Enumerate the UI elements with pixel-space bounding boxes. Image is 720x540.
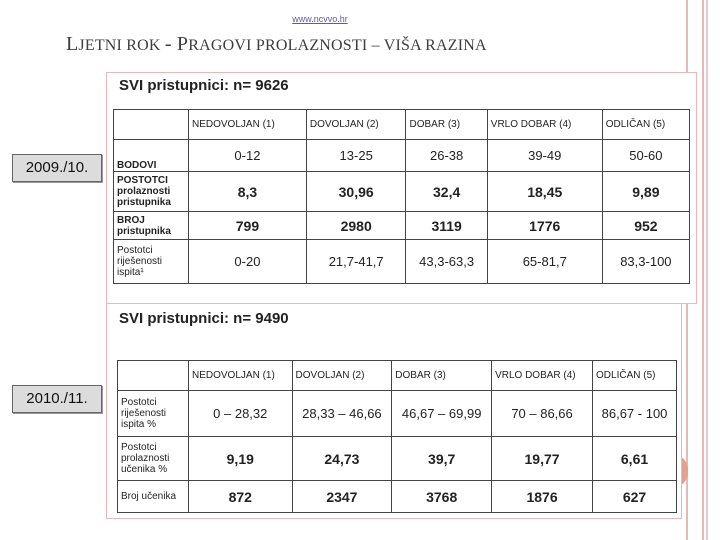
column-header: DOBAR (3) — [392, 361, 492, 391]
source-link[interactable]: www.ncvvo.hr — [292, 14, 348, 24]
table-cell: 86,67 - 100 — [593, 391, 677, 437]
row-label: POSTOTCI prolaznosti pristupnika — [114, 172, 189, 212]
table-cell: 952 — [602, 212, 689, 240]
table-cell: 3119 — [406, 212, 487, 240]
table-cell: 39,7 — [392, 437, 492, 481]
column-header: DOVOLJAN (2) — [306, 110, 406, 140]
table-cell: 21,7-41,7 — [306, 240, 406, 284]
table-cell: 26-38 — [406, 140, 487, 172]
row-label: Postotci riješenosti ispita % — [118, 391, 189, 437]
year-label-2010: 2010./11. — [12, 385, 102, 413]
table-cell: 6,61 — [593, 437, 677, 481]
table-row — [114, 212, 690, 240]
table-block-2009 — [106, 72, 697, 304]
table-cell: 9,19 — [189, 437, 293, 481]
table-cell: 28,33 – 46,66 — [292, 391, 392, 437]
table-row — [114, 140, 690, 172]
column-header: NEDOVOLJAN (1) — [189, 110, 307, 140]
row-label: BROJ pristupnika — [114, 212, 189, 240]
table-cell: 2980 — [306, 212, 406, 240]
results-table-2009 — [113, 109, 690, 284]
table-title: SVI pristupnici: n= 9490 — [119, 310, 289, 327]
table-cell: 70 – 86,66 — [492, 391, 593, 437]
row-label: Postotci riješenosti ispita¹ — [114, 240, 189, 284]
table-row — [114, 240, 690, 284]
row-label: Broj učenika — [118, 481, 189, 513]
table-cell: 627 — [593, 481, 677, 513]
column-header: ODLIČAN (5) — [593, 361, 677, 391]
table-cell: 83,3-100 — [602, 240, 689, 284]
row-label: Postotci prolaznosti učenika % — [118, 437, 189, 481]
table-cell: 13-25 — [306, 140, 406, 172]
table-row — [118, 481, 677, 513]
table-cell: 3768 — [392, 481, 492, 513]
table-cell: 19,77 — [492, 437, 593, 481]
table-cell: 799 — [189, 212, 307, 240]
table-cell: 1876 — [492, 481, 593, 513]
table-cell: 8,3 — [189, 172, 307, 212]
table-cell: 46,67 – 69,99 — [392, 391, 492, 437]
table-header-row — [114, 110, 690, 140]
table-cell: 50-60 — [602, 140, 689, 172]
column-header: VRLO DOBAR (4) — [487, 110, 602, 140]
column-header: DOBAR (3) — [406, 110, 487, 140]
table-header-row — [118, 361, 677, 391]
table-cell: 0-20 — [189, 240, 307, 284]
table-cell: 18,45 — [487, 172, 602, 212]
header-empty — [118, 361, 189, 391]
table-cell: 24,73 — [292, 437, 392, 481]
header-empty — [114, 110, 189, 140]
table-cell: 39-49 — [487, 140, 602, 172]
table-row — [114, 172, 690, 212]
year-label-2009: 2009./10. — [12, 154, 102, 182]
table-row — [118, 391, 677, 437]
column-header: DOVOLJAN (2) — [292, 361, 392, 391]
column-header: NEDOVOLJAN (1) — [189, 361, 293, 391]
column-header: ODLIČAN (5) — [602, 110, 689, 140]
table-block-2010 — [106, 303, 682, 519]
table-cell: 43,3-63,3 — [406, 240, 487, 284]
table-cell: 872 — [189, 481, 293, 513]
table-cell: 0 – 28,32 — [189, 391, 293, 437]
table-cell: 2347 — [292, 481, 392, 513]
table-title: SVI pristupnici: n= 9626 — [119, 77, 289, 94]
table-cell: 32,4 — [406, 172, 487, 212]
table-cell: 9,89 — [602, 172, 689, 212]
results-table-2010 — [117, 360, 677, 513]
table-cell: 30,96 — [306, 172, 406, 212]
decorative-border-right — [706, 0, 718, 540]
column-header: VRLO DOBAR (4) — [492, 361, 593, 391]
slide-title: LJETNI ROK - PRAGOVI PROLAZNOSTI – VIŠA RAZINA — [66, 33, 487, 55]
table-row — [118, 437, 677, 481]
table-cell: 0-12 — [189, 140, 307, 172]
table-cell: 65-81,7 — [487, 240, 602, 284]
table-cell: 1776 — [487, 212, 602, 240]
row-label: BODOVI — [114, 140, 189, 172]
